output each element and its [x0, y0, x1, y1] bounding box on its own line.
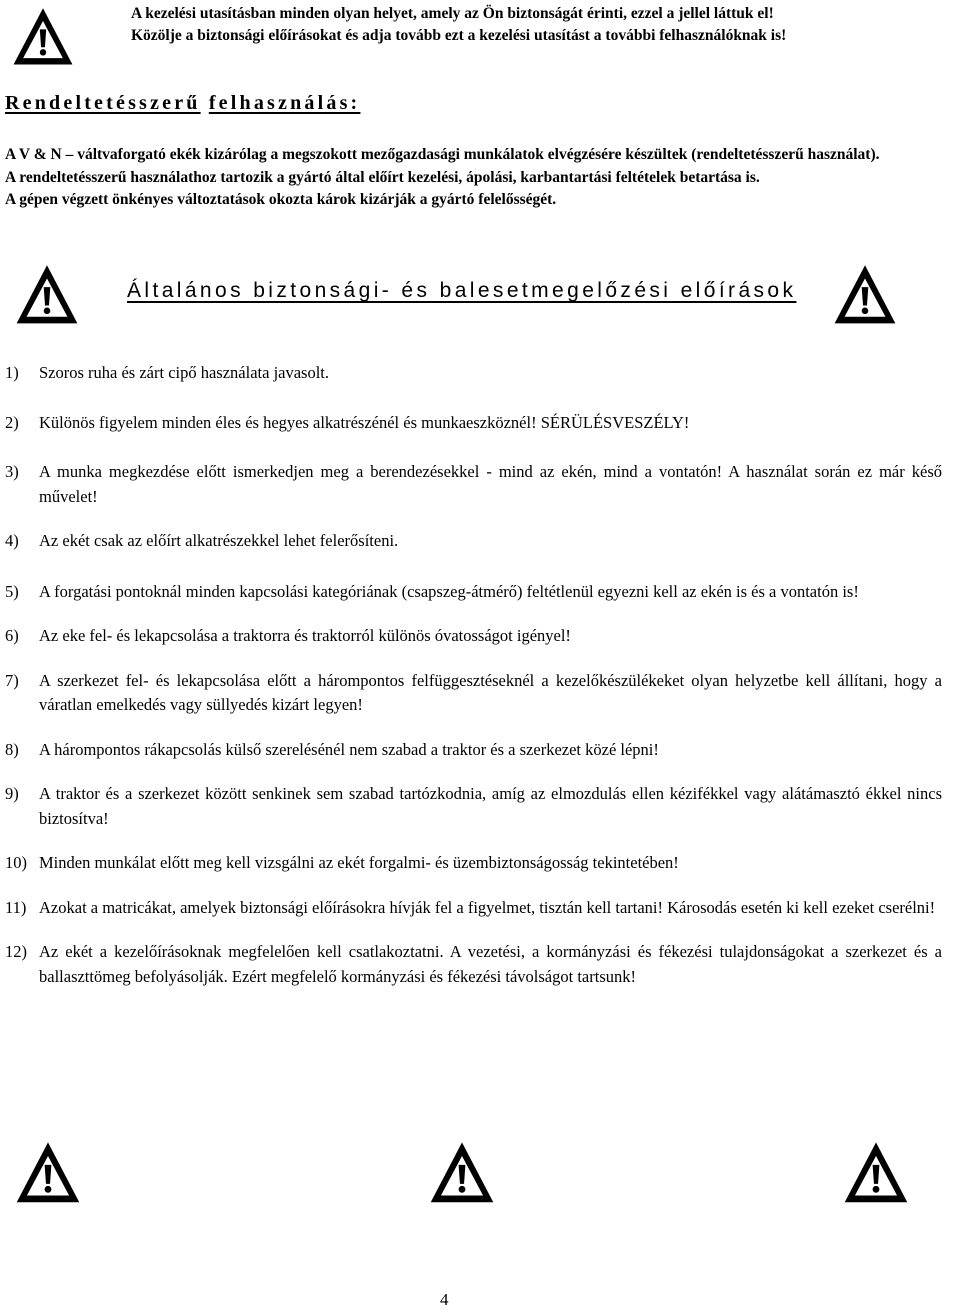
rule-text: A szerkezet fel- és lekapcsolása előtt a hárompontos felfüggesztéseknél a kezelőkészülékeket olyan helyzetbe kell állítani, hogy a váratlan emelkedés vagy süllyedés kizárt legyen!	[39, 670, 942, 714]
warning-icon	[10, 5, 76, 69]
rule-number: 12)	[5, 942, 27, 961]
rule-text: Azokat a matricákat, amelyek biztonsági előírásokra hívják fel a figyelmet, tisztán kell tartani! Károsodás esetén ki kell ezeket cserélni!	[39, 897, 936, 917]
rule-number: 10)	[5, 853, 27, 872]
rule-number: 8)	[5, 739, 19, 759]
intended-use-paragraph: A gépen végzett önkényes változtatások okozta károk kizárják a gyártó felelősségét.	[5, 191, 557, 208]
rule-text: A hárompontos rákapcsolás külső szerelésénél nem szabad a traktor és a szerkezet közé lépni!	[39, 739, 659, 759]
rule-number: 6)	[5, 626, 19, 645]
safety-rule	[5, 896, 942, 921]
safety-rules-list	[5, 361, 942, 989]
intended-use-body	[5, 144, 955, 212]
rule-text: Szoros ruha és zárt cipő használata javasolt.	[39, 363, 330, 382]
safety-heading: Általános biztonsági- és balesetmegelőzési előírások	[127, 279, 797, 302]
safety-rule	[5, 580, 942, 605]
intended-use-heading-part-1: Rendeltetésszerű	[5, 92, 201, 114]
rule-number: 2)	[5, 412, 19, 432]
intended-use-paragraph: A V & N – váltvaforgató ekék kizárólag a megszokott mezőgazdasági munkálatok elvégzésére készültek (rendeltetésszerű használat).	[5, 146, 880, 163]
warning-icon	[428, 1138, 496, 1208]
rule-text: Az ekét csak az előírt alkatrészekkel lehet felerősíteni.	[39, 531, 399, 550]
rule-text: Különös figyelem minden éles és hegyes alkatrészénél és munkaeszköznél! SÉRÜLÉSVESZÉLY!	[39, 412, 690, 432]
intended-use-heading	[5, 92, 360, 115]
rule-number: 4)	[5, 531, 19, 550]
rule-number: 7)	[5, 670, 19, 690]
safety-rule	[5, 669, 942, 718]
rule-text: Minden munkálat előtt meg kell vizsgálni az ekét forgalmi- és üzembiztonságosság tekintetében!	[39, 853, 679, 872]
safety-rule	[5, 738, 942, 763]
rule-number: 5)	[5, 581, 19, 601]
intended-use-heading-part-2: felhasználás:	[208, 92, 361, 114]
safety-rule	[5, 940, 942, 989]
rule-text: A traktor és a szerkezet között senkinek sem szabad tartózkodnia, amíg az elmozdulás ellen kézifékkel vagy alátámasztó ékkel nincs biztosítva!	[39, 784, 942, 828]
rule-text: Az eke fel- és lekapcsolása a traktorra és traktorról különös óvatosságot igényel!	[39, 626, 571, 645]
safety-rule	[5, 624, 942, 649]
safety-rule	[5, 361, 942, 386]
safety-rule	[5, 782, 942, 831]
warning-icon	[842, 1138, 910, 1208]
page-number: 4	[440, 1290, 449, 1309]
rule-text: Az ekét a kezelőírásoknak megfelelően kell csatlakoztatni. A vezetési, a kormányzási és fékezési tulajdonságokat a szerkezet és a ballaszttömeg befolyásolják. Ezért megfelelő kormányzási és fékezési távolságot tartsunk!	[39, 942, 942, 986]
safety-rule	[5, 529, 942, 554]
warning-icon	[10, 262, 84, 328]
rule-text: A forgatási pontoknál minden kapcsolási kategóriának (csapszeg-átmérő) feltétlenül egyezni kell az ekén is és a vontatón is!	[39, 581, 859, 601]
safety-rule	[5, 460, 942, 509]
safety-rule	[5, 411, 942, 436]
rule-number: 9)	[5, 784, 19, 803]
rule-text: A munka megkezdése előtt ismerkedjen meg a berendezésekkel - mind az ekén, mind a vontatón! A használat során ez már késő művelet!	[39, 462, 942, 506]
safety-rule	[5, 851, 942, 876]
rule-number: 3)	[5, 462, 19, 481]
rule-number: 11)	[5, 897, 27, 917]
rule-number: 1)	[5, 363, 19, 382]
warning-icon	[14, 1138, 82, 1208]
intro-notice: A kezelési utasításban minden olyan helyet, amely az Ön biztonságát érinti, ezzel a jellel láttuk el! Közölje a biztonsági előírásokat és adja tovább ezt a kezelési utasítást a további felhasználóknak is!	[131, 5, 787, 44]
warning-icon	[828, 262, 902, 328]
intended-use-paragraph: A rendeltetésszerű használathoz tartozik a gyártó által előírt kezelési, ápolási, karbantartási feltételek betartása is.	[5, 168, 760, 186]
